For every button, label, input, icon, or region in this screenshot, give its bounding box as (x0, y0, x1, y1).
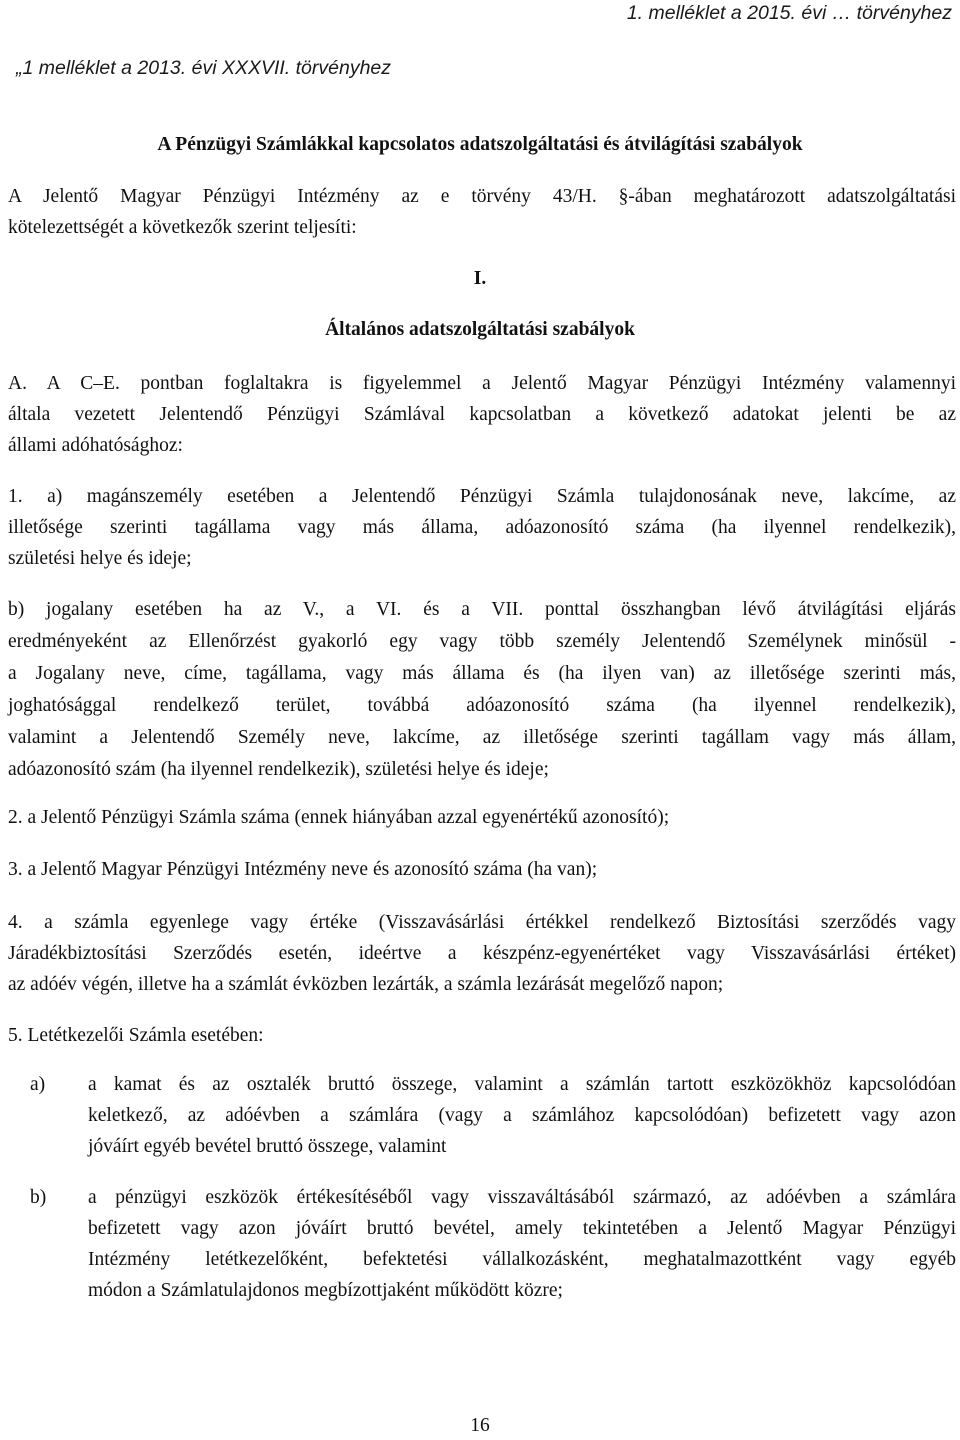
item-5a-line-2: keletkező, az adóévben a számlára (vagy a számlához kapcsolódóan) befizetett vagy azon (88, 1105, 956, 1126)
item-5a-label: a) (30, 1074, 46, 1095)
item-2: 2. a Jelentő Pénzügyi Számla száma (ennek hiányában azzal egyenértékű azonosító); (8, 807, 670, 828)
item-1a-line-1: 1. a) magánszemély esetében a Jelentendő Pénzügyi Számla tulajdonosának neve, lakcíme, az (8, 486, 956, 507)
document-title: A Pénzügyi Számlákkal kapcsolatos adatszolgáltatási és átvilágítási szabályok (157, 134, 803, 155)
item-1a-line-3: születési helye és ideje; (8, 548, 192, 569)
item-4-line-2: Járadékbiztosítási Szerződés esetén, ideértve a készpénz-egyenértéket vagy Visszavásárlási értéket) (8, 943, 956, 964)
item-5b-label: b) (30, 1187, 47, 1208)
item-4-line-3: az adóév végén, illetve ha a számlát évközben lezárták, a számla lezárását megelőző napon; (8, 974, 724, 995)
item-1a-line-2: illetősége szerinti tagállama vagy más állama, adóazonosító száma (ha ilyennel rendelkezik), (8, 517, 956, 538)
item-5: 5. Letétkezelői Számla esetében: (8, 1025, 264, 1046)
intro-line-2: kötelezettségét a következők szerint teljesíti: (8, 217, 357, 238)
item-1b-line-3: a Jogalany neve, címe, tagállama, vagy más állama és (ha ilyen van) az illetősége szerinti más, (8, 663, 956, 684)
item-5b-line-2: befizetett vagy azon jóváírt bruttó bevétel, amely tekintetében a Jelentő Magyar Pénzügyi (88, 1218, 956, 1239)
item-1b-line-4: joghatósággal rendelkező terület, továbbá adóazonosító száma (ha ilyennel rendelkezik), (8, 695, 956, 716)
page-number: 16 (470, 1415, 490, 1436)
item-1b-line-5: valamint a Jelentendő Személy neve, lakcíme, az illetősége szerinti tagállam vagy más állam, (8, 727, 956, 748)
item-1b-line-6: adóazonosító szám (ha ilyennel rendelkezik), születési helye és ideje; (8, 759, 549, 780)
item-5b-line-3: Intézmény letétkezelőként, befektetési vállalkozásként, meghatalmazottként vagy egyéb (88, 1249, 956, 1270)
para-a-line-1: A. A C–E. pontban foglaltakra is figyelemmel a Jelentő Magyar Pénzügyi Intézmény valamennyi (8, 373, 956, 394)
section-heading: Általános adatszolgáltatási szabályok (325, 319, 635, 340)
intro-line-1: A Jelentő Magyar Pénzügyi Intézmény az e törvény 43/H. §-ában meghatározott adatszolgáltatási (8, 186, 956, 207)
item-4-line-1: 4. a számla egyenlege vagy értéke (Visszavásárlási értékkel rendelkező Biztosítási szerződés vagy (8, 912, 956, 933)
item-5a-line-1: a kamat és az osztalék bruttó összege, valamint a számlán tartott eszközökhöz kapcsolódóan (88, 1074, 956, 1095)
para-a-line-2: általa vezetett Jelentendő Pénzügyi Számlával kapcsolatban a következő adatokat jelenti be az (8, 404, 956, 425)
section-numeral: I. (473, 268, 487, 289)
item-5b-line-4: módon a Számlatulajdonos megbízottjaként működött közre; (88, 1280, 563, 1301)
para-a-line-3: állami adóhatósághoz: (8, 435, 183, 456)
annex-reference-left: „1 melléklet a 2013. évi XXXVII. törvényhez (16, 57, 392, 79)
item-1b-line-2: eredményeként az Ellenőrzést gyakorló egy vagy több személy Jelentendő Személynek minősül - (8, 631, 956, 652)
item-3: 3. a Jelentő Magyar Pénzügyi Intézmény neve és azonosító száma (ha van); (8, 859, 598, 880)
item-5a-line-3: jóváírt egyéb bevétel bruttó összege, valamint (88, 1136, 447, 1157)
item-1b-line-1: b) jogalany esetében ha az V., a VI. és a VII. ponttal összhangban lévő átvilágítási eljárás (8, 599, 956, 620)
item-5b-line-1: a pénzügyi eszközök értékesítéséből vagy visszaváltásából származó, az adóévben a számlára (88, 1187, 956, 1208)
annex-reference-top: 1. melléklet a 2015. évi … törvényhez (626, 2, 952, 24)
